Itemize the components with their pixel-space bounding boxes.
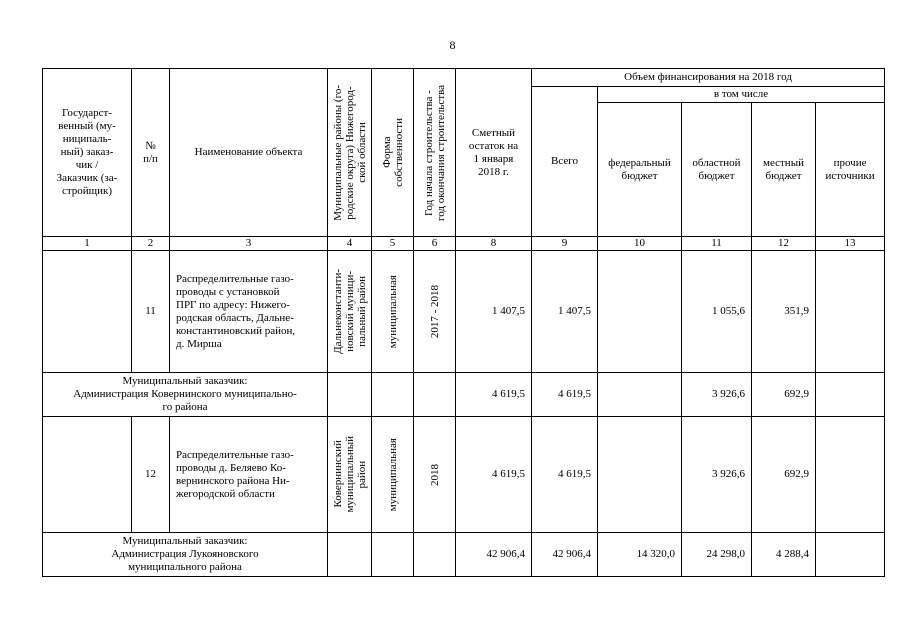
estimate-value: 4 619,5 [456, 417, 532, 533]
header-years [414, 69, 456, 237]
customer-label: Муниципальный заказчик: Администрация Ковернинского муниципально- го района [43, 373, 328, 417]
row-num: 12 [132, 417, 170, 533]
total-value: 42 906,4 [532, 533, 598, 577]
local-value: 692,9 [752, 417, 816, 533]
regional-value: 3 926,6 [682, 373, 752, 417]
header-other: прочие источники [816, 103, 885, 237]
col-number: 12 [752, 237, 816, 251]
col-number: 9 [532, 237, 598, 251]
header-federal: федеральный бюджет [598, 103, 682, 237]
cell-empty [328, 373, 372, 417]
cell-empty [372, 373, 414, 417]
object-name: Распределительные газо- проводы д. Беляево Ко- вернинского района Ни- жегородской области [170, 417, 328, 533]
cell-empty [414, 373, 456, 417]
regional-value: 3 926,6 [682, 417, 752, 533]
local-value: 692,9 [752, 373, 816, 417]
header-estimate: Сметный остаток на 1 января 2018 г. [456, 69, 532, 237]
header-regional: областной бюджет [682, 103, 752, 237]
object-district [328, 251, 372, 373]
cell-empty [43, 417, 132, 533]
total-value: 1 407,5 [532, 251, 598, 373]
table-row [43, 373, 885, 417]
object-years-text: 2018 [428, 463, 441, 486]
other-value [816, 533, 885, 577]
col-number: 6 [414, 237, 456, 251]
estimate-value: 4 619,5 [456, 373, 532, 417]
table-row [43, 251, 885, 373]
customer-label: Муниципальный заказчик: Администрация Лукояновского муниципального района [43, 533, 328, 577]
cell-empty [328, 533, 372, 577]
object-district [328, 417, 372, 533]
object-ownership-text: муниципальная [386, 274, 399, 349]
col-number: 5 [372, 237, 414, 251]
object-years [414, 251, 456, 373]
header-including: в том числе [598, 87, 885, 103]
federal-value [598, 417, 682, 533]
header-ownership-text: Форма собственности [380, 118, 405, 187]
cell-empty [372, 533, 414, 577]
object-ownership [372, 417, 414, 533]
header-ownership [372, 69, 414, 237]
header-districts-text: Муниципальные районы (го- родские округа) Нижегород- ской области [331, 84, 368, 221]
header-financing: Объем финансирования на 2018 год [532, 69, 885, 87]
regional-value: 24 298,0 [682, 533, 752, 577]
page-number: 8 [449, 38, 456, 52]
table-row [43, 533, 885, 577]
row-num: 11 [132, 251, 170, 373]
col-number: 3 [170, 237, 328, 251]
col-number: 2 [132, 237, 170, 251]
header-districts [328, 69, 372, 237]
object-years-text: 2017 - 2018 [428, 284, 441, 339]
header-total: Всего [532, 87, 598, 237]
estimate-value: 1 407,5 [456, 251, 532, 373]
object-years [414, 417, 456, 533]
financing-table [42, 68, 885, 577]
object-district-text: Дальнеконстанти- новский муници- пальный район [331, 269, 368, 354]
local-value: 4 288,4 [752, 533, 816, 577]
federal-value [598, 251, 682, 373]
federal-value: 14 320,0 [598, 533, 682, 577]
object-ownership-text: муниципальная [386, 437, 399, 512]
col-number: 8 [456, 237, 532, 251]
header-local: местный бюджет [752, 103, 816, 237]
object-name: Распределительные газо- проводы с установкой ПРГ по адресу: Нижего- родская область, Дальне- константиновский район, д. Мирша [170, 251, 328, 373]
table-row [43, 417, 885, 533]
header-customer: Государст- венный (му- ниципаль- ный) заказ- чик / Заказчик (за- стройщик) [43, 69, 132, 237]
federal-value [598, 373, 682, 417]
cell-empty [43, 251, 132, 373]
regional-value: 1 055,6 [682, 251, 752, 373]
object-district-text: Ковернинский муниципальный район [331, 436, 368, 513]
other-value [816, 373, 885, 417]
estimate-value: 42 906,4 [456, 533, 532, 577]
col-number: 11 [682, 237, 752, 251]
header-name: Наименование объекта [170, 69, 328, 237]
total-value: 4 619,5 [532, 373, 598, 417]
col-number: 10 [598, 237, 682, 251]
object-ownership [372, 251, 414, 373]
col-number: 1 [43, 237, 132, 251]
local-value: 351,9 [752, 251, 816, 373]
other-value [816, 251, 885, 373]
col-number: 13 [816, 237, 885, 251]
col-number: 4 [328, 237, 372, 251]
cell-empty [414, 533, 456, 577]
total-value: 4 619,5 [532, 417, 598, 533]
header-num: № п/п [132, 69, 170, 237]
other-value [816, 417, 885, 533]
header-years-text: Год начала строительства - год окончания строительства [422, 84, 447, 221]
